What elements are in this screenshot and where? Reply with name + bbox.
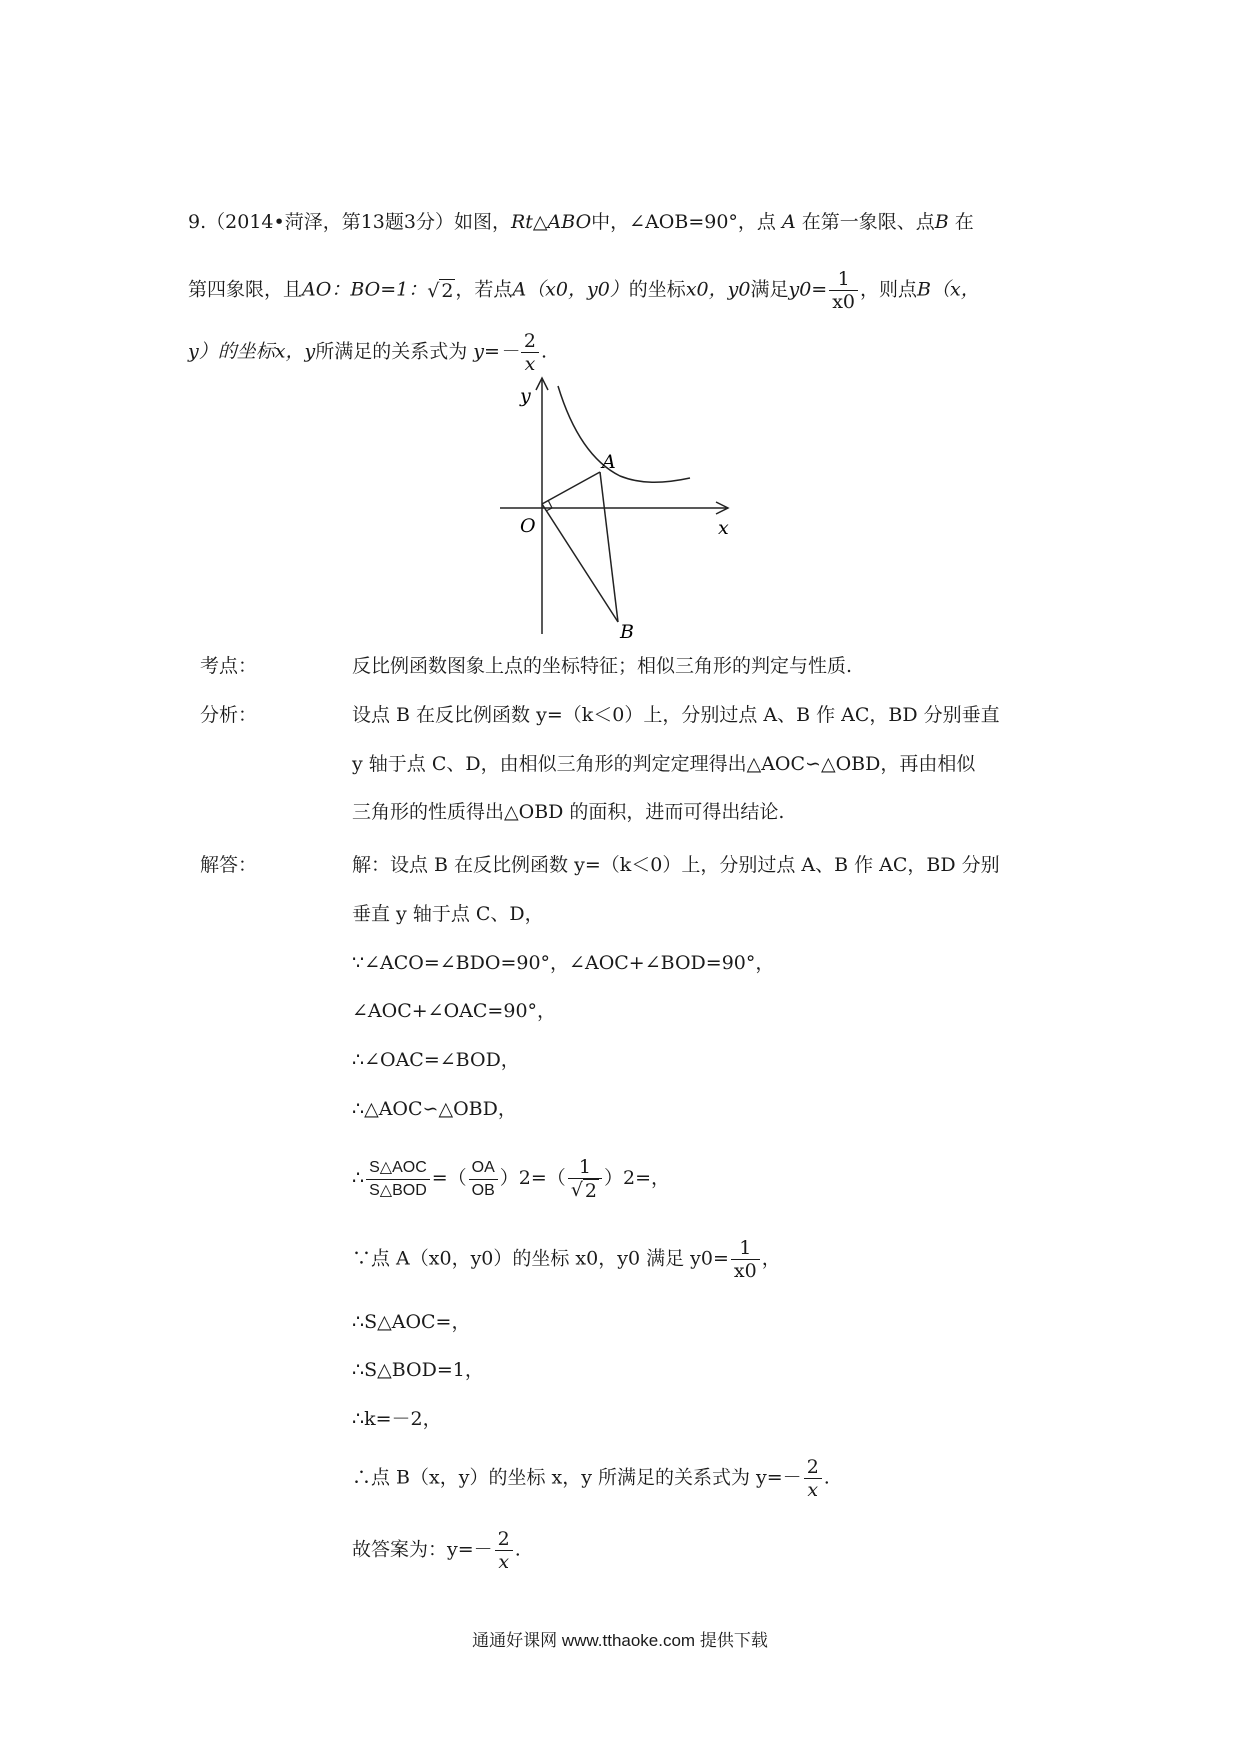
fraction: [731, 1237, 760, 1282]
jieda-line-9: ∴S△AOC=，: [352, 1311, 471, 1333]
text: x: [498, 1551, 510, 1573]
text: x: [807, 1479, 819, 1501]
jieda-line-6: ∴△AOC∽△OBD，: [352, 1098, 517, 1120]
text: 在: [954, 211, 974, 233]
text: S△AOC: [366, 1157, 430, 1180]
text: ∴: [352, 1167, 365, 1189]
text: ∵点 A（x0，y0）的坐标 x0，y0 满足 y0=: [352, 1247, 729, 1270]
kaodian-text: 反比例函数图象上点的坐标特征；相似三角形的判定与性质.: [352, 655, 853, 677]
label-O: O: [520, 515, 536, 537]
text: ）2=（: [499, 1167, 566, 1189]
text: .: [823, 1466, 830, 1489]
text: 1: [829, 268, 858, 291]
fraction: [804, 1456, 822, 1501]
text: OA: [469, 1157, 498, 1180]
kaodian-label: 考点：: [200, 655, 258, 677]
problem-line-3: [188, 330, 547, 375]
jieda-line-3: ∵∠ACO=∠BDO=90°，∠AOC+∠BOD=90°，: [352, 952, 775, 974]
text: x0，y0: [685, 278, 751, 301]
text: 的坐标: [628, 278, 686, 301]
text: ∴点 B（x，y）的坐标 x，y 所满足的关系式为 y=－: [352, 1466, 802, 1489]
fenxi-line-2: y 轴于点 C、D，由相似三角形的判定定理得出△AOC∽△OBD，再由相似: [352, 753, 976, 775]
text: 2: [441, 279, 454, 302]
fraction: [829, 268, 858, 313]
text: ，若点: [455, 278, 513, 301]
text: B（x，: [917, 278, 980, 301]
jieda-line-10: ∴S△BOD=1，: [352, 1359, 484, 1381]
text: A: [781, 211, 796, 233]
text: B: [934, 211, 949, 233]
text: =（: [431, 1167, 467, 1189]
text: OB: [471, 1181, 495, 1199]
fenxi-label: 分析：: [200, 704, 258, 726]
text: x: [524, 353, 536, 375]
text: 满足: [750, 278, 789, 301]
text: ，: [761, 1247, 781, 1270]
text: x0: [733, 1260, 757, 1282]
sqrt-symbol: √ 2: [570, 1179, 598, 1202]
text: AO：BO=1：: [302, 278, 428, 301]
text: .: [514, 1538, 521, 1561]
text: Rt△ABO: [510, 211, 592, 233]
jieda-line-8: [352, 1237, 781, 1282]
text: A（x0，y0）: [512, 278, 629, 301]
text: S△BOD: [369, 1181, 427, 1199]
hyperbola-curve: [558, 386, 690, 482]
label-y: y: [520, 385, 531, 407]
segment-OA: [542, 472, 600, 504]
problem-source: （2014•菏泽，第13题3分）: [206, 211, 454, 233]
text: .: [541, 340, 548, 363]
text: 在第一象限、点: [801, 211, 935, 233]
one-over-sqrt2-fraction: [568, 1156, 602, 1202]
text: 所满足的关系式为: [315, 340, 468, 363]
text: x0: [832, 291, 856, 313]
text: 2: [495, 1528, 513, 1551]
text: 1: [568, 1156, 602, 1179]
text: x，y: [274, 340, 316, 363]
text: y）的坐标: [188, 340, 275, 363]
text: 故答案为：y=－: [352, 1538, 493, 1561]
text: 如图，: [453, 211, 511, 233]
page-footer: 通通好课网 www.tthaoke.com 提供下载: [472, 1631, 768, 1650]
text: 第四象限，且: [188, 278, 303, 301]
jieda-line-12: [352, 1456, 830, 1501]
problem-number: 9.: [188, 211, 207, 233]
fraction: [521, 330, 539, 375]
jieda-line-13: [352, 1528, 521, 1573]
jieda-line-5: ∴∠OAC=∠BOD，: [352, 1049, 520, 1071]
text: y=－: [473, 340, 519, 363]
label-x: x: [718, 517, 729, 539]
label-B: B: [620, 621, 634, 642]
text: 2: [804, 1456, 822, 1479]
text: ）2=，: [604, 1167, 671, 1189]
text: 中，∠AOB=90°，点: [591, 211, 776, 233]
jieda-label: 解答：: [200, 854, 258, 876]
problem-line-2: [188, 268, 980, 313]
jieda-line-2: 垂直 y 轴于点 C、D，: [352, 903, 544, 925]
problem-line-1: [188, 210, 974, 234]
text: 1: [731, 1237, 760, 1260]
area-ratio-fraction: [366, 1157, 430, 1202]
fenxi-line-3: 三角形的性质得出△OBD 的面积，进而可得出结论.: [352, 801, 785, 823]
jieda-line-1: 解：设点 B 在反比例函数 y=（k＜0）上，分别过点 A、B 作 AC，BD 分别: [352, 854, 1000, 876]
jieda-line-11: ∴k=－2，: [352, 1408, 442, 1430]
oa-ob-fraction: [469, 1157, 498, 1202]
geometry-figure: [480, 372, 760, 642]
label-A: A: [602, 451, 616, 473]
fenxi-line-1: 设点 B 在反比例函数 y=（k＜0）上，分别过点 A、B 作 AC，BD 分别垂直: [352, 704, 1000, 726]
text: y0=: [788, 278, 828, 301]
jieda-line-7: [352, 1156, 670, 1202]
jieda-line-4: ∠AOC+∠OAC=90°，: [352, 1000, 557, 1022]
text: 2: [521, 330, 539, 353]
fraction: [495, 1528, 513, 1573]
text: 2: [584, 1180, 598, 1202]
text: ，则点: [860, 278, 918, 301]
sqrt-symbol: √ 2: [427, 279, 454, 302]
